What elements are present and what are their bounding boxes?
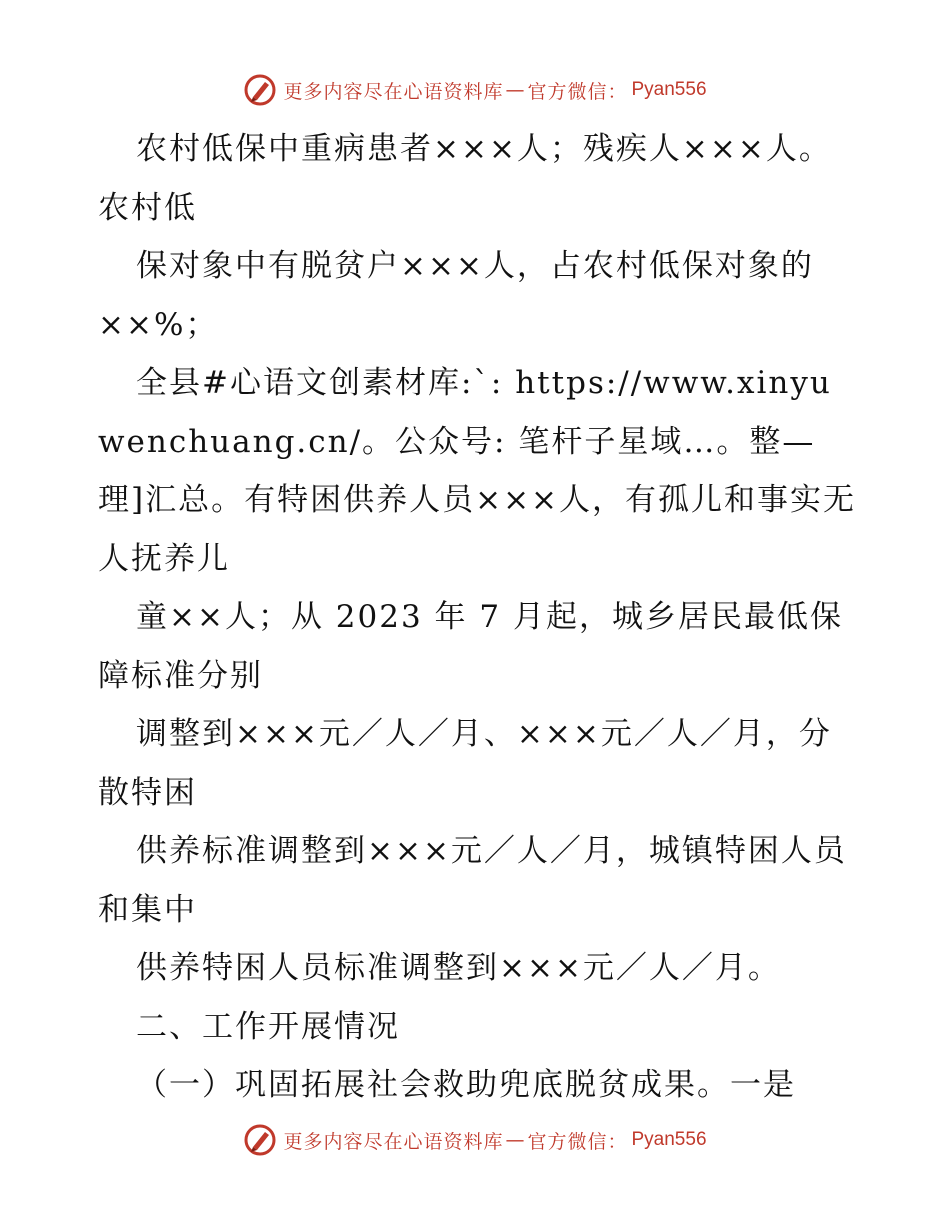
section-heading: 二、工作开展情况 (136, 1008, 400, 1045)
banner-handle: Pyan556 (631, 79, 707, 100)
document-body (98, 120, 858, 1115)
header-banner (0, 70, 950, 110)
pen-logo-icon (243, 1123, 277, 1157)
banner-handle: Pyan556 (631, 1129, 707, 1150)
subsection-heading: （一）巩固拓展社会救助兜底脱贫成果。一是 (136, 1067, 796, 1103)
paragraph-4: 童××人；从 2023 年 7 月起，城乡居民最低保障标准分别 (98, 599, 843, 694)
banner-separator: — (505, 1129, 526, 1151)
banner-text: 更多内容尽在心语资料库 (283, 1130, 504, 1153)
paragraph-5: 调整到×××元／人／月、×××元／人／月，分散特困 (98, 716, 832, 811)
paragraph-2: 保对象中有脱贫户×××人，占农村低保对象的××%； (98, 248, 814, 343)
paragraph-3: 全县#心语文创素材库:`: https://www.xinyuwenchuang.cn/。公众号: 笔杆子星域…。整—理]汇总。有特困供养人员×××人，有孤儿和事实无人抚养儿 (98, 365, 857, 577)
footer-banner (0, 1120, 950, 1160)
pen-logo-icon (243, 73, 277, 107)
banner-label: 官方微信： (527, 80, 628, 103)
banner-label: 官方微信： (527, 1130, 628, 1153)
paragraph-1: 农村低保中重病患者×××人；残疾人×××人。农村低 (98, 131, 832, 226)
paragraph-7: 供养特困人员标准调整到×××元／人／月。 (136, 950, 781, 986)
paragraph-6: 供养标准调整到×××元／人／月，城镇特困人员和集中 (98, 833, 847, 928)
banner-text: 更多内容尽在心语资料库 (283, 80, 504, 103)
banner-separator: — (505, 79, 526, 101)
